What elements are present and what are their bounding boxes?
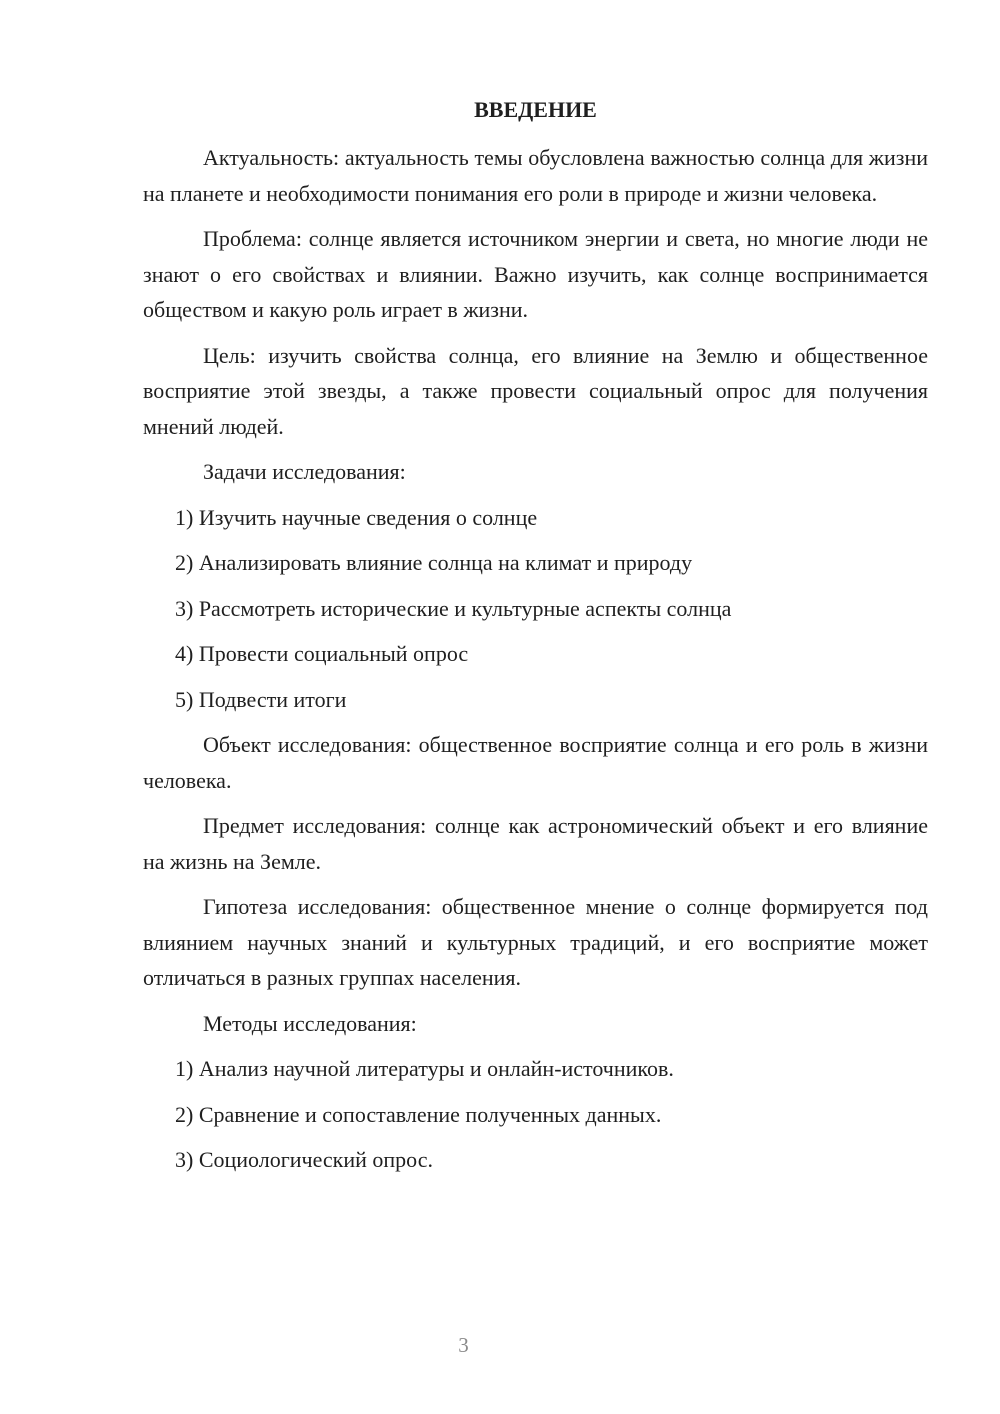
- object-paragraph: Объект исследования: общественное восприятие солнца и его роль в жизни человека.: [143, 732, 928, 793]
- list-item: 5) Подвести итоги: [175, 686, 347, 712]
- list-item: 4) Провести социальный опрос: [175, 641, 469, 666]
- list-item: 3) Социологический опрос.: [175, 1147, 433, 1172]
- list-item: 2) Анализировать влияние солнца на климат и природу: [175, 550, 693, 575]
- document-body: [143, 140, 928, 1188]
- methods-title: Методы исследования:: [203, 1010, 417, 1036]
- tasks-list: [143, 500, 928, 718]
- list-item: 1) Изучить научные сведения о солнце: [175, 504, 538, 530]
- methods-list: [143, 1051, 928, 1178]
- goal-paragraph: Цель: изучить свойства солнца, его влияние на Землю и общественное восприятие этой звезды, а также провести социальный опрос для получения мнений людей.: [143, 342, 928, 439]
- relevance-paragraph: Актуальность: актуальность темы обусловлена важностью солнца для жизни на планете и необходимости понимания его роли в природе и жизни человека.: [143, 145, 928, 206]
- list-item: 1) Анализ научной литературы и онлайн-источников.: [175, 1056, 674, 1081]
- page-number: 3: [458, 1333, 469, 1357]
- hypothesis-paragraph: Гипотеза исследования: общественное мнение о солнце формируется под влиянием научных знаний и культурных традиций, и его восприятие может отличаться в разных группах населения.: [143, 894, 928, 990]
- subject-paragraph: Предмет исследования: солнце как астрономический объект и его влияние на жизнь на Земле.: [143, 813, 928, 874]
- section-heading: ВВЕДЕНИЕ: [474, 97, 597, 122]
- list-item: 2) Сравнение и сопоставление полученных данных.: [175, 1101, 662, 1127]
- problem-paragraph: Проблема: солнце является источником энергии и света, но многие люди не знают о его свойствах и влиянии. Важно изучить, как солнце воспринимается обществом и какую роль играет в жизни.: [143, 226, 928, 322]
- tasks-title: Задачи исследования:: [203, 459, 406, 484]
- list-item: 3) Рассмотреть исторические и культурные аспекты солнца: [175, 595, 732, 621]
